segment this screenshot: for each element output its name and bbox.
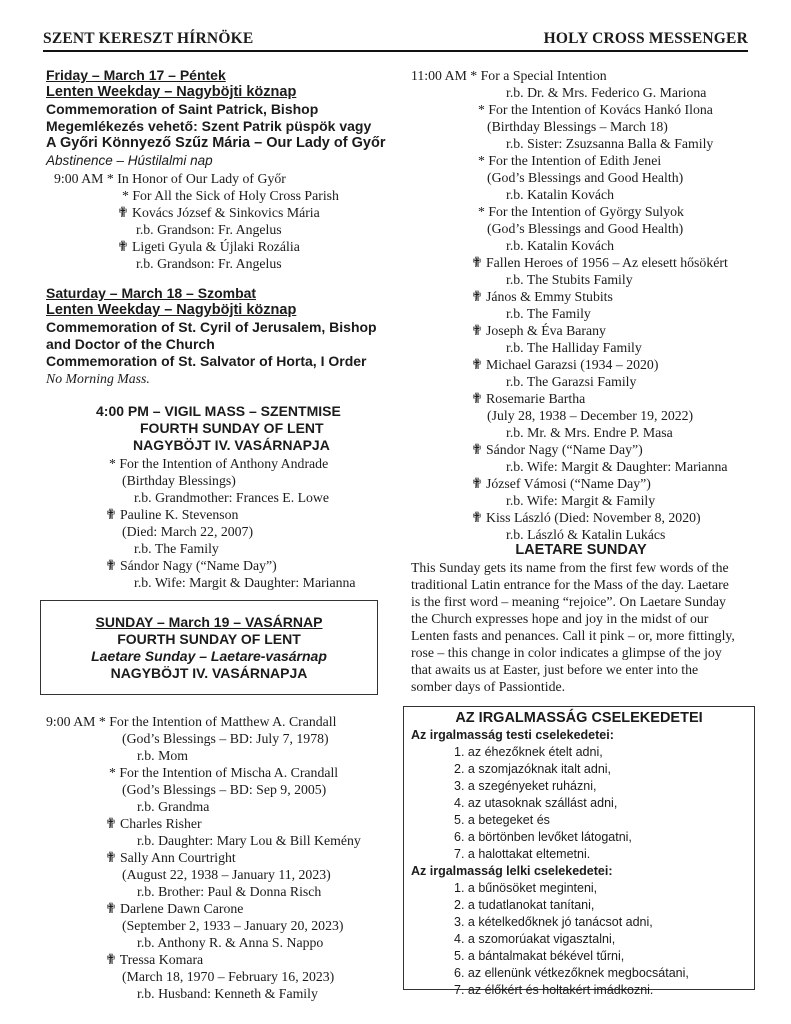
corporal-item: 5. a betegeket és <box>454 813 550 827</box>
intention-line: r.b. The Stubits Family <box>506 272 633 287</box>
intention-line: * For the Intention of Edith Jenei <box>478 153 662 168</box>
laetare-paragraph-line: This Sunday gets its name from the first few words of the <box>411 560 729 575</box>
vigil-line: ✟ Pauline K. Stevenson <box>105 507 239 522</box>
friday-line: r.b. Grandson: Fr. Angelus <box>136 222 282 237</box>
laetare-paragraph-line: somber days of Passiontide. <box>411 679 566 694</box>
intention-line: r.b. Sister: Zsuzsanna Balla & Family <box>506 136 714 151</box>
sunday-line: r.b. Grandma <box>137 799 210 814</box>
sunday-line: ✟ Darlene Dawn Carone <box>105 901 244 916</box>
laetare-paragraph-line: the Church expresses hope and joy in the midst of our <box>411 611 709 626</box>
intention-line: r.b. The Garazsi Family <box>506 374 637 389</box>
intention-line: r.b. Mr. & Mrs. Endre P. Masa <box>506 425 673 440</box>
friday-line: ✟ Kovács József & Sinkovics Mária <box>117 205 320 220</box>
intention-line: ✟ Kiss László (Died: November 8, 2020) <box>471 510 701 525</box>
sunday-line: 9:00 AM * For the Intention of Matthew A. Crandall <box>46 714 337 729</box>
vigil-subheading: FOURTH SUNDAY OF LENT <box>140 420 324 436</box>
intention-line: (Birthday Blessings – March 18) <box>487 119 668 134</box>
intention-line: 11:00 AM * For a Special Intention <box>411 68 607 83</box>
sunday-box <box>40 600 378 695</box>
sunday-line: (God’s Blessings – BD: July 7, 1978) <box>122 731 329 746</box>
sunday-title: FOURTH SUNDAY OF LENT <box>117 631 301 647</box>
vigil-subheading-hu: NAGYBÖJT IV. VASÁRNAPJA <box>133 437 330 453</box>
intention-line: (July 28, 1938 – December 19, 2022) <box>487 408 694 423</box>
friday-comm3: A Győri Könnyező Szűz Mária – Our Lady of Győr <box>46 135 386 151</box>
corporal-item: 3. a szegényeket ruházni, <box>454 779 597 793</box>
intention-line: ✟ József Vámosi (“Name Day”) <box>471 476 651 491</box>
vigil-line: r.b. The Family <box>134 541 219 556</box>
spiritual-item: 5. a bántalmakat békével tűrni, <box>454 949 625 963</box>
intention-line: * For the Intention of Kovács Hankó Ilona <box>478 102 713 117</box>
laetare-paragraph-line: is the first word – meaning “rejoice”. On Laetare Sunday <box>411 594 726 609</box>
friday-line: * For All the Sick of Holy Cross Parish <box>122 188 339 203</box>
vigil-line: * For the Intention of Anthony Andrade <box>109 456 329 471</box>
mercy-title: AZ IRGALMASSÁG CSELEKEDETEI <box>455 710 703 726</box>
saturday-weekday: Lenten Weekday – Nagyböjti köznap <box>46 302 297 318</box>
sunday-title-hu: NAGYBÖJT IV. VASÁRNAPJA <box>110 665 308 681</box>
vigil-line: ✟ Sándor Nagy (“Name Day”) <box>105 558 277 573</box>
friday-comm2: Megemlékezés vehető: Szent Patrik püspök vagy <box>46 118 372 134</box>
sunday-line: r.b. Daughter: Mary Lou & Bill Kemény <box>137 833 361 848</box>
laetare-title: LAETARE SUNDAY <box>515 542 647 558</box>
friday-weekday: Lenten Weekday – Nagyböjti köznap <box>46 84 297 100</box>
friday-date: Friday – March 17 – Péntek <box>46 67 226 83</box>
sunday-line: ✟ Tressa Komara <box>105 952 204 967</box>
spiritual-item: 6. az ellenünk vétkezőknek megbocsátani, <box>454 966 689 980</box>
intention-line: r.b. László & Katalin Lukács <box>506 527 666 542</box>
corporal-item: 7. a halottakat eltemetni. <box>454 847 591 861</box>
laetare-paragraph-line: traditional Latin entrance for the Mass of the day. Laetare <box>411 577 729 592</box>
intention-line: ✟ Joseph & Éva Barany <box>471 323 606 338</box>
spiritual-heading: Az irgalmasság lelki cselekedetei: <box>411 864 613 878</box>
corporal-item: 1. az éhezőknek ételt adni, <box>454 745 603 759</box>
spiritual-item: 1. a bűnösöket meginteni, <box>454 881 598 895</box>
sunday-line: (March 18, 1970 – February 16, 2023) <box>122 969 335 984</box>
friday-abstinence: Abstinence – Hústilalmi nap <box>46 153 213 168</box>
intention-line: r.b. Katalin Kovách <box>506 238 615 253</box>
corporal-heading: Az irgalmasság testi cselekedetei: <box>411 728 614 742</box>
intention-line: ✟ János & Emmy Stubits <box>471 289 613 304</box>
intention-line: r.b. The Family <box>506 306 591 321</box>
vigil-line: (Died: March 22, 2007) <box>122 524 254 539</box>
intention-line: * For the Intention of György Sulyok <box>478 204 684 219</box>
intention-line: r.b. Katalin Kovách <box>506 187 615 202</box>
friday-line: 9:00 AM * In Honor of Our Lady of Győr <box>54 171 286 186</box>
saturday-comm3: Commemoration of St. Salvator of Horta, I Order <box>46 353 367 369</box>
laetare-paragraph-line: rose – this change in color indicates a glimpse of the joy <box>411 645 722 660</box>
spiritual-item: 3. a kételkedőknek jó tanácsot adni, <box>454 915 653 929</box>
vigil-line: r.b. Grandmother: Frances E. Lowe <box>134 490 330 505</box>
intention-line: r.b. Dr. & Mrs. Federico G. Mariona <box>506 85 707 100</box>
saturday-comm2: and Doctor of the Church <box>46 336 215 352</box>
friday-comm1: Commemoration of Saint Patrick, Bishop <box>46 101 319 117</box>
sunday-line: r.b. Anthony R. & Anna S. Nappo <box>137 935 324 950</box>
saturday-comm1: Commemoration of St. Cyril of Jerusalem, Bishop <box>46 319 377 335</box>
corporal-item: 4. az utasoknak szállást adni, <box>454 796 618 810</box>
intention-line: r.b. The Halliday Family <box>506 340 642 355</box>
header-right-title: HOLY CROSS MESSENGER <box>543 30 748 47</box>
intention-line: ✟ Michael Garazsi (1934 – 2020) <box>471 357 659 372</box>
friday-line: ✟ Ligeti Gyula & Újlaki Rozália <box>117 239 300 254</box>
spiritual-item: 4. a szomorúakat vigasztalni, <box>454 932 616 946</box>
intention-line: ✟ Rosemarie Bartha <box>471 391 586 406</box>
intention-line: r.b. Wife: Margit & Family <box>506 493 656 508</box>
corporal-item: 2. a szomjazóknak italt adni, <box>454 762 612 776</box>
works-of-mercy-box <box>403 706 755 997</box>
page-header <box>43 28 748 52</box>
laetare-paragraph-line: that awaits us at Easter, just before we enter into the <box>411 662 699 677</box>
sunday-line: ✟ Charles Risher <box>105 816 202 831</box>
intention-line: ✟ Fallen Heroes of 1956 – Az elesett hősökért <box>471 255 728 270</box>
vigil-heading: 4:00 PM – VIGIL MASS – SZENTMISE <box>96 403 341 419</box>
sunday-date: SUNDAY – March 19 – VASÁRNAP <box>95 614 323 630</box>
sunday-line: r.b. Mom <box>137 748 188 763</box>
vigil-line: (Birthday Blessings) <box>122 473 236 488</box>
intention-line: (God’s Blessings and Good Health) <box>487 170 684 185</box>
laetare-paragraph-line: Lenten fasts and penances. Call it pink – or, more fittingly, <box>411 628 735 643</box>
sunday-line: (August 22, 1938 – January 11, 2023) <box>122 867 331 882</box>
intention-line: ✟ Sándor Nagy (“Name Day”) <box>471 442 643 457</box>
sunday-line: r.b. Brother: Paul & Donna Risch <box>137 884 322 899</box>
saturday-date: Saturday – March 18 – Szombat <box>46 285 257 301</box>
intention-line: r.b. Wife: Margit & Daughter: Marianna <box>506 459 728 474</box>
vigil-line: r.b. Wife: Margit & Daughter: Marianna <box>134 575 356 590</box>
spiritual-item: 7. az élőkért és holtakért imádkozni. <box>454 983 654 997</box>
corporal-item: 6. a börtönben levőket látogatni, <box>454 830 632 844</box>
sunday-line: (God’s Blessings – BD: Sep 9, 2005) <box>122 782 327 797</box>
sunday-line: r.b. Husband: Kenneth & Family <box>137 986 318 1001</box>
saturday-note: No Morning Mass. <box>46 371 150 386</box>
spiritual-item: 2. a tudatlanokat tanítani, <box>454 898 595 912</box>
intention-line: (God’s Blessings and Good Health) <box>487 221 684 236</box>
sunday-laetare: Laetare Sunday – Laetare-vasárnap <box>91 648 327 664</box>
sunday-line: ✟ Sally Ann Courtright <box>105 850 236 865</box>
header-left-title: SZENT KERESZT HÍRNÖKE <box>43 30 254 47</box>
sunday-line: (September 2, 1933 – January 20, 2023) <box>122 918 344 933</box>
sunday-line: * For the Intention of Mischa A. Crandall <box>109 765 339 780</box>
friday-line: r.b. Grandson: Fr. Angelus <box>136 256 282 271</box>
